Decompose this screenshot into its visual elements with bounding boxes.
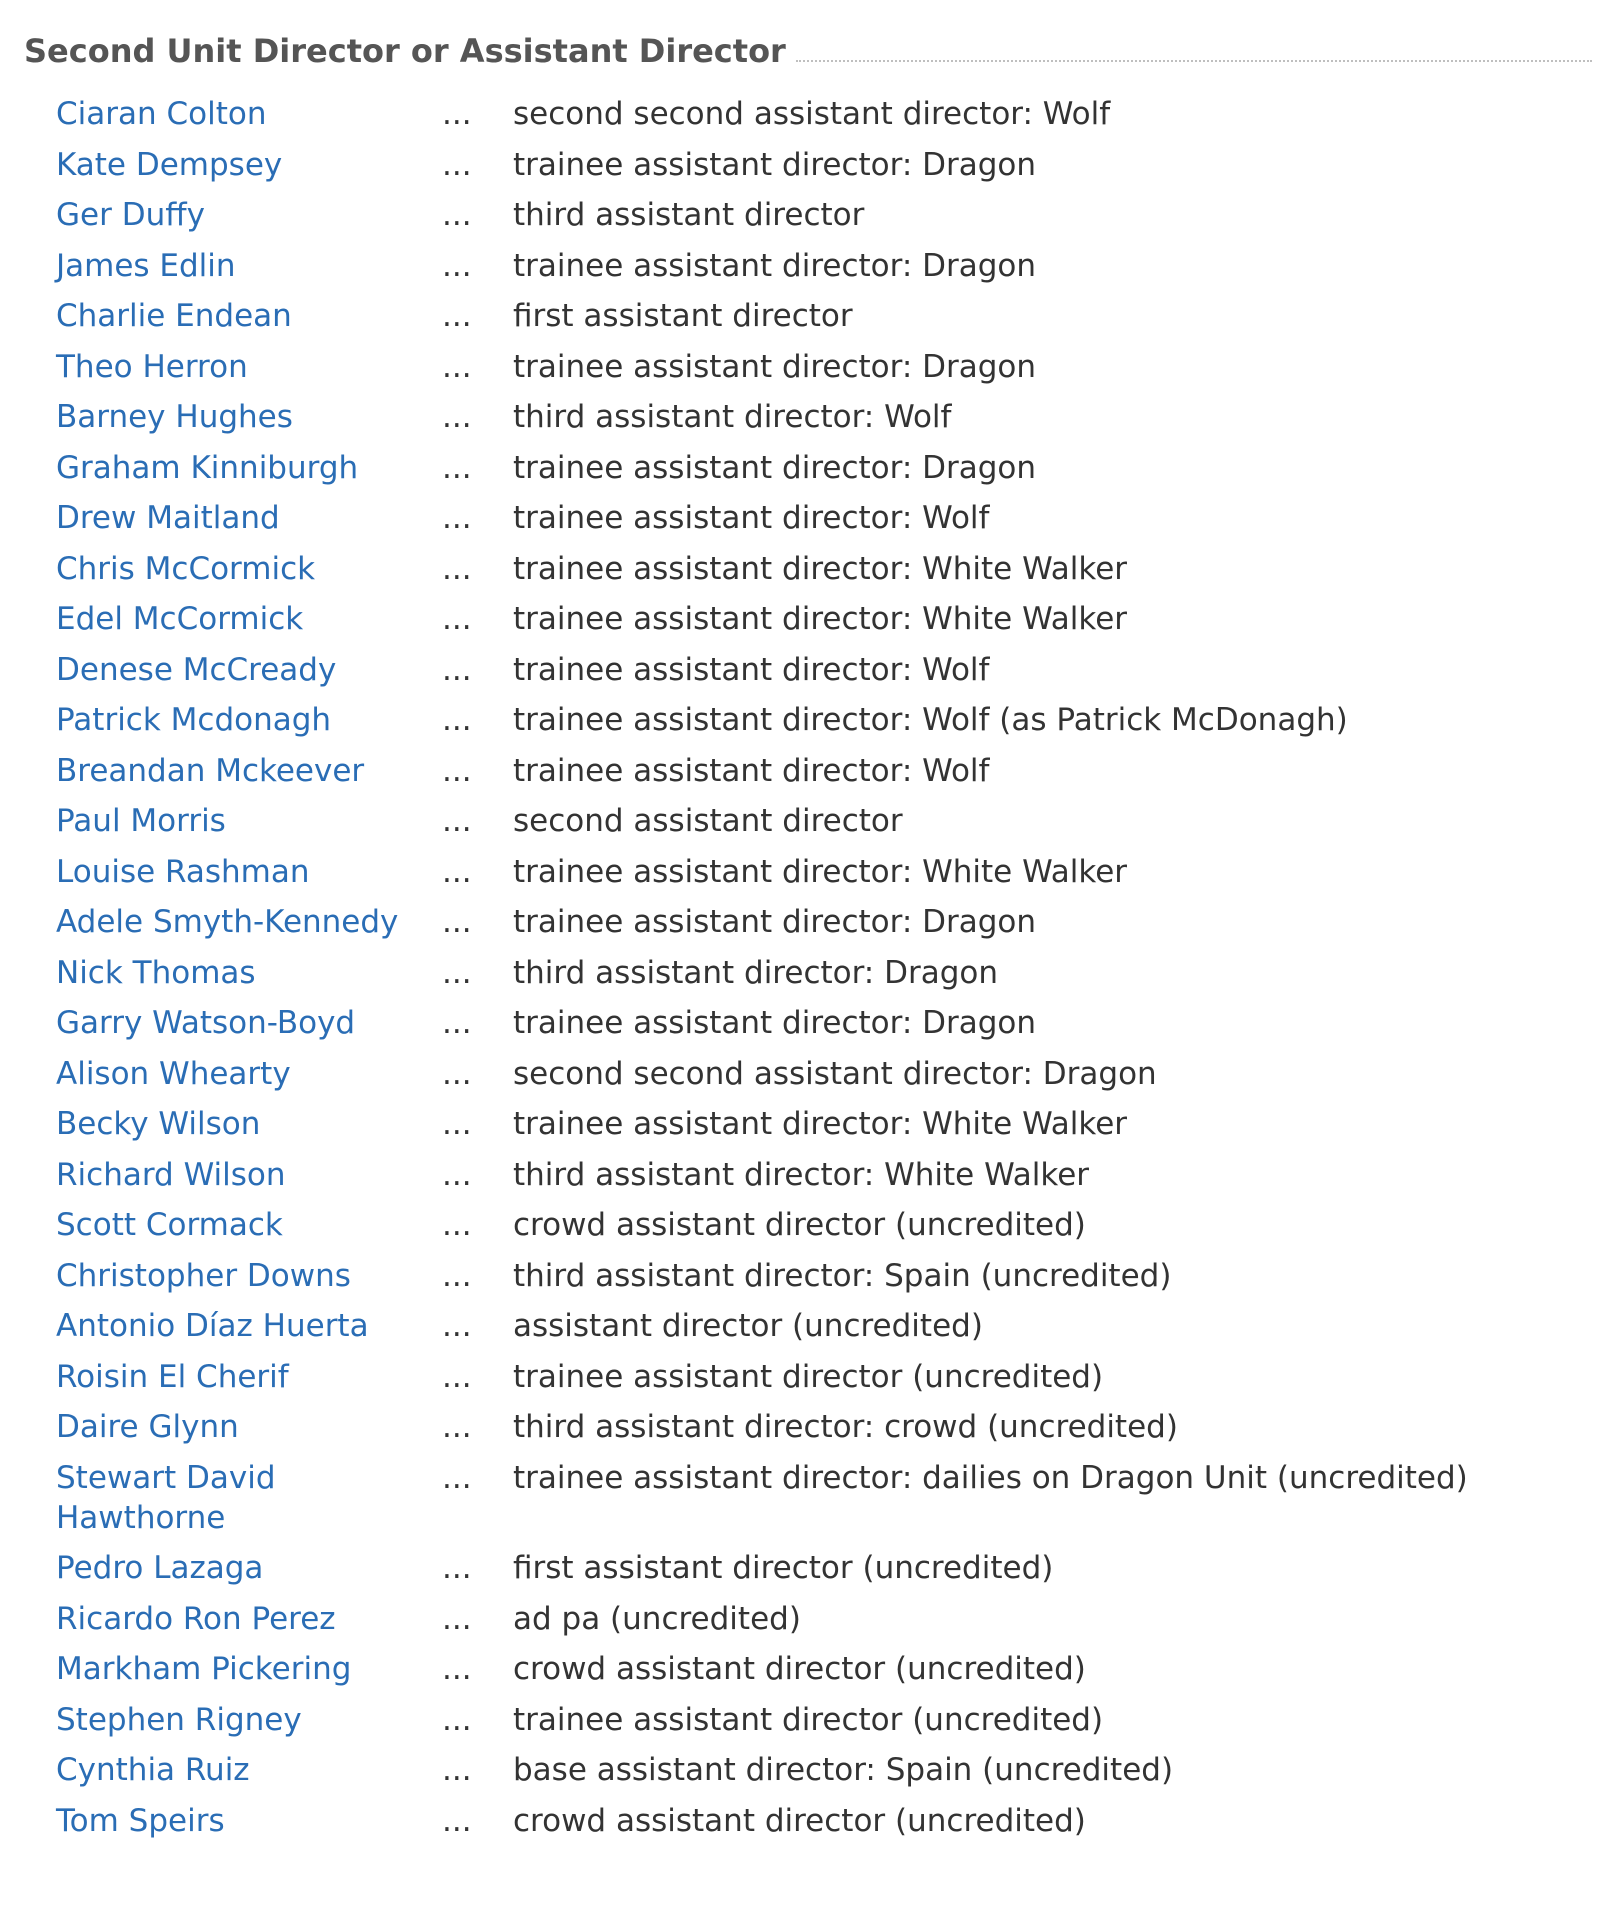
ellipsis-separator: ... bbox=[442, 1358, 472, 1395]
ellipsis-separator: ... bbox=[442, 298, 472, 334]
credit-role: second assistant director bbox=[513, 803, 903, 839]
person-name-link[interactable]: Ricardo Ron Perez bbox=[56, 1600, 336, 1637]
name-cell bbox=[56, 1256, 442, 1307]
person-name-link[interactable]: Breandan Mckeever bbox=[56, 752, 365, 789]
name-cell bbox=[56, 1205, 442, 1256]
credit-role: second second assistant director: Wolf bbox=[513, 96, 1111, 132]
name-cell bbox=[56, 246, 442, 297]
name-cell bbox=[56, 1003, 442, 1054]
credit-row bbox=[56, 347, 1468, 398]
ellipsis-separator: ... bbox=[442, 702, 472, 738]
credit-row bbox=[56, 448, 1468, 499]
section-header bbox=[24, 30, 1592, 72]
credit-row bbox=[56, 145, 1468, 196]
person-name-link[interactable]: Kate Dempsey bbox=[56, 146, 283, 183]
credit-role: assistant director (uncredited) bbox=[513, 1308, 983, 1344]
credit-role: trainee assistant director: dailies on Dragon Unit (uncredited) bbox=[513, 1459, 1468, 1496]
person-name-link[interactable]: Graham Kinniburgh bbox=[56, 449, 359, 486]
credit-row bbox=[56, 1306, 1468, 1357]
credit-row bbox=[56, 1054, 1468, 1105]
person-name-link[interactable]: Stephen Rigney bbox=[56, 1701, 302, 1738]
person-name-link[interactable]: Ger Duffy bbox=[56, 197, 205, 233]
person-name-link[interactable]: Charlie Endean bbox=[56, 298, 292, 334]
person-name-link[interactable]: Markham Pickering bbox=[56, 1651, 352, 1687]
name-cell bbox=[56, 1155, 442, 1206]
credit-row bbox=[56, 953, 1468, 1004]
credit-row bbox=[56, 397, 1468, 448]
person-name-link[interactable]: Pedro Lazaga bbox=[56, 1550, 264, 1586]
name-cell bbox=[56, 1599, 442, 1650]
credit-role: third assistant director: crowd (uncredited) bbox=[513, 1409, 1178, 1445]
credit-row bbox=[56, 296, 1468, 347]
name-cell bbox=[56, 1458, 442, 1549]
name-cell bbox=[56, 1104, 442, 1155]
person-name-link[interactable]: James Edlin bbox=[56, 247, 236, 284]
credit-role: trainee assistant director (uncredited) bbox=[513, 1358, 1104, 1395]
person-name-link[interactable]: Garry Watson-Boyd bbox=[56, 1005, 356, 1041]
credit-row bbox=[56, 1104, 1468, 1155]
ellipsis-separator: ... bbox=[442, 348, 472, 385]
credit-role: trainee assistant director: White Walker bbox=[513, 853, 1128, 890]
credit-role: trainee assistant director: White Walker bbox=[513, 601, 1128, 637]
ellipsis-separator: ... bbox=[442, 601, 472, 637]
credit-row bbox=[56, 1357, 1468, 1408]
ellipsis-separator: ... bbox=[442, 1651, 472, 1687]
credit-role: crowd assistant director (uncredited) bbox=[513, 1651, 1086, 1687]
person-name-link[interactable]: Paul Morris bbox=[56, 803, 226, 839]
credit-row bbox=[56, 1003, 1468, 1054]
credit-row bbox=[56, 902, 1468, 953]
person-name-link[interactable]: Chris McCormick bbox=[56, 550, 316, 587]
credit-role: trainee assistant director: Wolf bbox=[513, 500, 990, 536]
name-cell bbox=[56, 1700, 442, 1751]
credit-row bbox=[56, 852, 1468, 903]
credit-role: trainee assistant director: Dragon bbox=[513, 247, 1037, 284]
credit-row bbox=[56, 246, 1468, 297]
ellipsis-separator: ... bbox=[442, 1701, 472, 1738]
name-cell bbox=[56, 1357, 442, 1408]
name-cell bbox=[56, 852, 442, 903]
credit-role: ad pa (uncredited) bbox=[513, 1600, 801, 1637]
person-name-link[interactable]: Drew Maitland bbox=[56, 500, 280, 536]
person-name-link[interactable]: Cynthia Ruiz bbox=[56, 1752, 250, 1788]
credit-row bbox=[56, 1649, 1468, 1700]
name-cell bbox=[56, 549, 442, 600]
credit-role: trainee assistant director: Dragon bbox=[513, 449, 1037, 486]
credits-table-body bbox=[56, 94, 1468, 1851]
credit-row bbox=[56, 1458, 1468, 1549]
credit-row bbox=[56, 801, 1468, 852]
name-cell bbox=[56, 902, 442, 953]
person-name-link[interactable]: Barney Hughes bbox=[56, 399, 293, 435]
ellipsis-separator: ... bbox=[442, 197, 472, 233]
credit-row bbox=[56, 1801, 1468, 1852]
ellipsis-separator: ... bbox=[442, 1752, 472, 1788]
name-cell bbox=[56, 296, 442, 347]
credit-role: third assistant director: Wolf bbox=[513, 399, 952, 435]
ellipsis-separator: ... bbox=[442, 247, 472, 284]
ellipsis-separator: ... bbox=[442, 853, 472, 890]
credit-row bbox=[56, 1548, 1468, 1599]
credits-table bbox=[56, 94, 1468, 1851]
credit-row bbox=[56, 1750, 1468, 1801]
person-name-link[interactable]: Louise Rashman bbox=[56, 853, 310, 890]
ellipsis-separator: ... bbox=[442, 96, 472, 132]
credit-role: third assistant director: Spain (uncredited) bbox=[513, 1257, 1172, 1294]
name-cell bbox=[56, 94, 442, 145]
name-cell bbox=[56, 397, 442, 448]
section-title: Second Unit Director or Assistant Director bbox=[24, 32, 786, 70]
ellipsis-separator: ... bbox=[442, 146, 472, 183]
ellipsis-separator: ... bbox=[442, 1600, 472, 1637]
credit-role: trainee assistant director: Dragon bbox=[513, 904, 1037, 940]
ellipsis-separator: ... bbox=[442, 803, 472, 839]
credit-row bbox=[56, 498, 1468, 549]
ellipsis-separator: ... bbox=[442, 651, 472, 688]
credit-role: crowd assistant director (uncredited) bbox=[513, 1802, 1086, 1839]
name-cell bbox=[56, 1750, 442, 1801]
credit-row bbox=[56, 599, 1468, 650]
person-name-link[interactable]: Roisin El Cherif bbox=[56, 1358, 289, 1395]
person-name-link[interactable]: Scott Cormack bbox=[56, 1207, 283, 1243]
ellipsis-separator: ... bbox=[442, 1459, 472, 1496]
person-name-link[interactable]: Ciaran Colton bbox=[56, 96, 267, 132]
credit-role: trainee assistant director: Dragon bbox=[513, 348, 1037, 385]
credit-row bbox=[56, 751, 1468, 802]
ellipsis-separator: ... bbox=[442, 1409, 472, 1445]
ellipsis-separator: ... bbox=[442, 1207, 472, 1243]
ellipsis-separator: ... bbox=[442, 1156, 472, 1193]
credit-role: trainee assistant director: Dragon bbox=[513, 1005, 1037, 1041]
ellipsis-separator: ... bbox=[442, 1550, 472, 1586]
credit-role: third assistant director: Dragon bbox=[513, 954, 999, 991]
person-name-link[interactable]: Patrick Mcdonagh bbox=[56, 702, 332, 738]
credit-role: trainee assistant director: Wolf (as Patrick McDonagh) bbox=[513, 702, 1348, 738]
credit-role: second second assistant director: Dragon bbox=[513, 1055, 1157, 1092]
ellipsis-separator: ... bbox=[442, 399, 472, 435]
dotted-divider bbox=[796, 60, 1592, 62]
name-cell bbox=[56, 801, 442, 852]
credit-role: trainee assistant director (uncredited) bbox=[513, 1701, 1104, 1738]
person-name-link[interactable]: Theo Herron bbox=[56, 348, 248, 385]
person-name-link[interactable]: Becky Wilson bbox=[56, 1106, 261, 1142]
credit-role: trainee assistant director: White Walker bbox=[513, 1106, 1128, 1142]
credit-row bbox=[56, 1205, 1468, 1256]
credit-role: crowd assistant director (uncredited) bbox=[513, 1207, 1086, 1243]
person-name-link[interactable]: Christopher Downs bbox=[56, 1257, 351, 1294]
credit-role: third assistant director: White Walker bbox=[513, 1156, 1090, 1193]
ellipsis-separator: ... bbox=[442, 449, 472, 486]
credit-role: trainee assistant director: Wolf bbox=[513, 752, 990, 789]
credit-row bbox=[56, 195, 1468, 246]
name-cell bbox=[56, 1054, 442, 1105]
person-name-link[interactable]: Alison Whearty bbox=[56, 1055, 291, 1092]
name-cell bbox=[56, 1306, 442, 1357]
credit-role: first assistant director bbox=[513, 298, 853, 334]
ellipsis-separator: ... bbox=[442, 1055, 472, 1092]
credit-role: trainee assistant director: Dragon bbox=[513, 146, 1037, 183]
credit-row bbox=[56, 700, 1468, 751]
name-cell bbox=[56, 1649, 442, 1700]
name-cell bbox=[56, 1548, 442, 1599]
name-cell bbox=[56, 953, 442, 1004]
credit-row bbox=[56, 94, 1468, 145]
person-name-link[interactable]: Stewart David Hawthorne bbox=[56, 1459, 276, 1536]
ellipsis-separator: ... bbox=[442, 1308, 472, 1344]
credit-row bbox=[56, 1155, 1468, 1206]
ellipsis-separator: ... bbox=[442, 1257, 472, 1294]
person-name-link[interactable]: Adele Smyth-Kennedy bbox=[56, 904, 399, 940]
person-name-link[interactable]: Antonio Díaz Huerta bbox=[56, 1308, 369, 1344]
credit-role: trainee assistant director: White Walker bbox=[513, 550, 1128, 587]
credit-row bbox=[56, 1256, 1468, 1307]
credit-row bbox=[56, 650, 1468, 701]
name-cell bbox=[56, 347, 442, 398]
ellipsis-separator: ... bbox=[442, 752, 472, 789]
credits-section bbox=[24, 30, 1592, 1851]
credit-role: third assistant director bbox=[513, 197, 865, 233]
ellipsis-separator: ... bbox=[442, 500, 472, 536]
name-cell bbox=[56, 599, 442, 650]
credit-role: base assistant director: Spain (uncredited) bbox=[513, 1752, 1174, 1788]
name-cell bbox=[56, 448, 442, 499]
credit-role: trainee assistant director: Wolf bbox=[513, 651, 990, 688]
ellipsis-separator: ... bbox=[442, 1106, 472, 1142]
name-cell bbox=[56, 751, 442, 802]
name-cell bbox=[56, 498, 442, 549]
credit-row bbox=[56, 1407, 1468, 1458]
person-name-link[interactable]: Daire Glynn bbox=[56, 1409, 239, 1445]
ellipsis-separator: ... bbox=[442, 1005, 472, 1041]
ellipsis-separator: ... bbox=[442, 1802, 472, 1839]
name-cell bbox=[56, 700, 442, 751]
name-cell bbox=[56, 1407, 442, 1458]
ellipsis-separator: ... bbox=[442, 550, 472, 587]
name-cell bbox=[56, 1801, 442, 1852]
name-cell bbox=[56, 650, 442, 701]
name-cell bbox=[56, 195, 442, 246]
person-name-link[interactable]: Nick Thomas bbox=[56, 954, 256, 991]
person-name-link[interactable]: Denese McCready bbox=[56, 651, 337, 688]
credit-row bbox=[56, 1599, 1468, 1650]
person-name-link[interactable]: Richard Wilson bbox=[56, 1156, 286, 1193]
person-name-link[interactable]: Edel McCormick bbox=[56, 601, 304, 637]
person-name-link[interactable]: Tom Speirs bbox=[56, 1802, 225, 1839]
name-cell bbox=[56, 145, 442, 196]
ellipsis-separator: ... bbox=[442, 904, 472, 940]
ellipsis-separator: ... bbox=[442, 954, 472, 991]
credit-row bbox=[56, 1700, 1468, 1751]
credit-row bbox=[56, 549, 1468, 600]
credit-role: first assistant director (uncredited) bbox=[513, 1550, 1054, 1586]
